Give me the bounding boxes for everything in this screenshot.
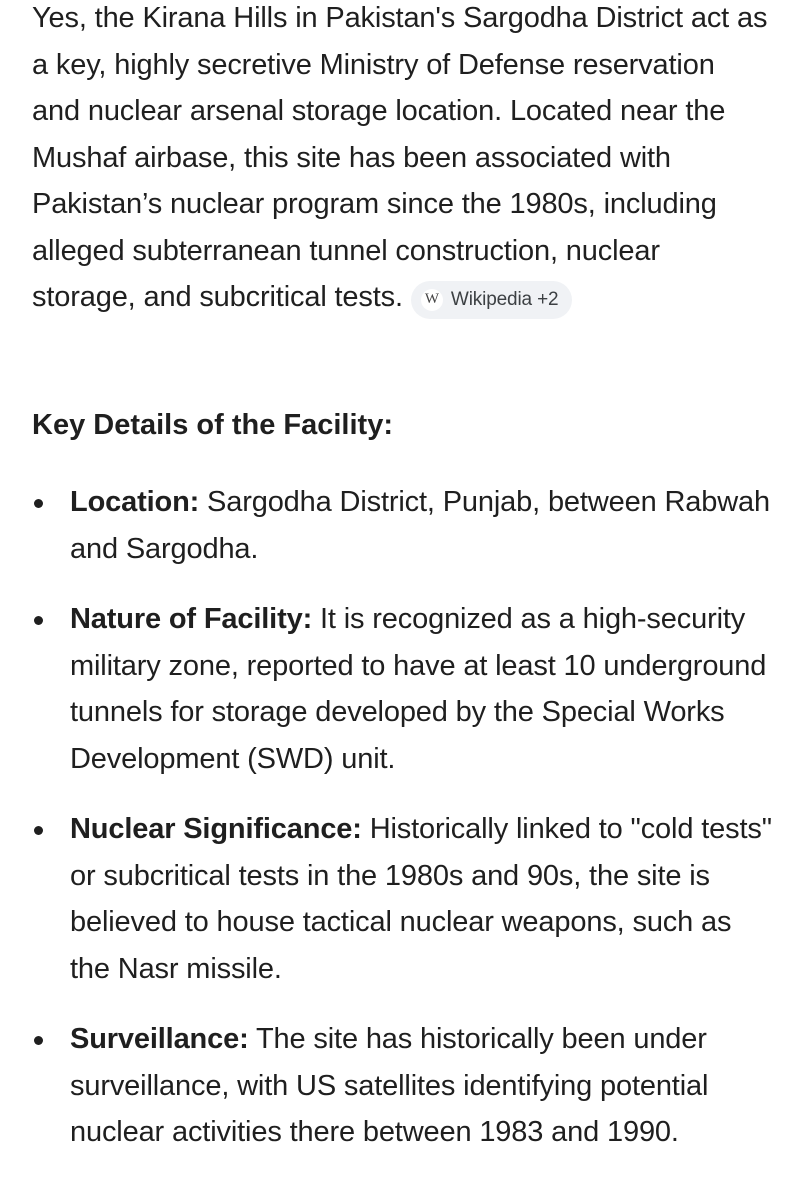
bullet-icon	[34, 499, 43, 508]
detail-item-surveillance	[32, 1016, 772, 1156]
detail-text: Sargodha District, Punjab, between Rabwah and Sargodha.	[70, 486, 770, 565]
intro-text: Yes, the Kirana Hills in Pakistan's Sargodha District act as a key, highly secretive Ministry of Defense reservation and nuclear arsenal storage location. Located near the Mushaf airbase, this site has been associated with Pakistan’s nuclear program since the 1980s, including alleged subterranean tunnel construction, nuclear storage, and subcritical tests.	[32, 2, 768, 313]
bullet-icon	[34, 1036, 43, 1045]
detail-text: Historically linked to "cold tests" or subcritical tests in the 1980s and 90s, the site is believed to house tactical nuclear weapons, such as the Nasr missile.	[70, 813, 772, 985]
source-chip-label: Wikipedia +2	[450, 289, 559, 310]
source-chip-wikipedia[interactable]	[411, 281, 573, 319]
bullet-icon	[34, 616, 43, 625]
detail-text: It is recognized as a high-security military zone, reported to have at least 10 underground tunnels for storage developed by the Special Works Development (SWD) unit.	[70, 603, 767, 775]
detail-item-nature	[32, 596, 772, 782]
section-heading: Key Details of the Facility:	[32, 409, 393, 441]
intro-paragraph	[32, 0, 770, 321]
detail-item-location	[32, 479, 772, 572]
detail-text: The site has historically been under surveillance, with US satellites identifying potential nuclear activities there between 1983 and 1990.	[70, 1023, 709, 1148]
detail-item-nuclear-significance	[32, 806, 772, 992]
details-list	[32, 479, 772, 1156]
detail-term: Location:	[70, 486, 200, 518]
detail-term: Nuclear Significance:	[70, 813, 362, 845]
detail-term: Nature of Facility:	[70, 603, 313, 635]
wikipedia-icon: W	[421, 289, 443, 311]
bullet-icon	[34, 826, 43, 835]
detail-term: Surveillance:	[70, 1023, 249, 1055]
